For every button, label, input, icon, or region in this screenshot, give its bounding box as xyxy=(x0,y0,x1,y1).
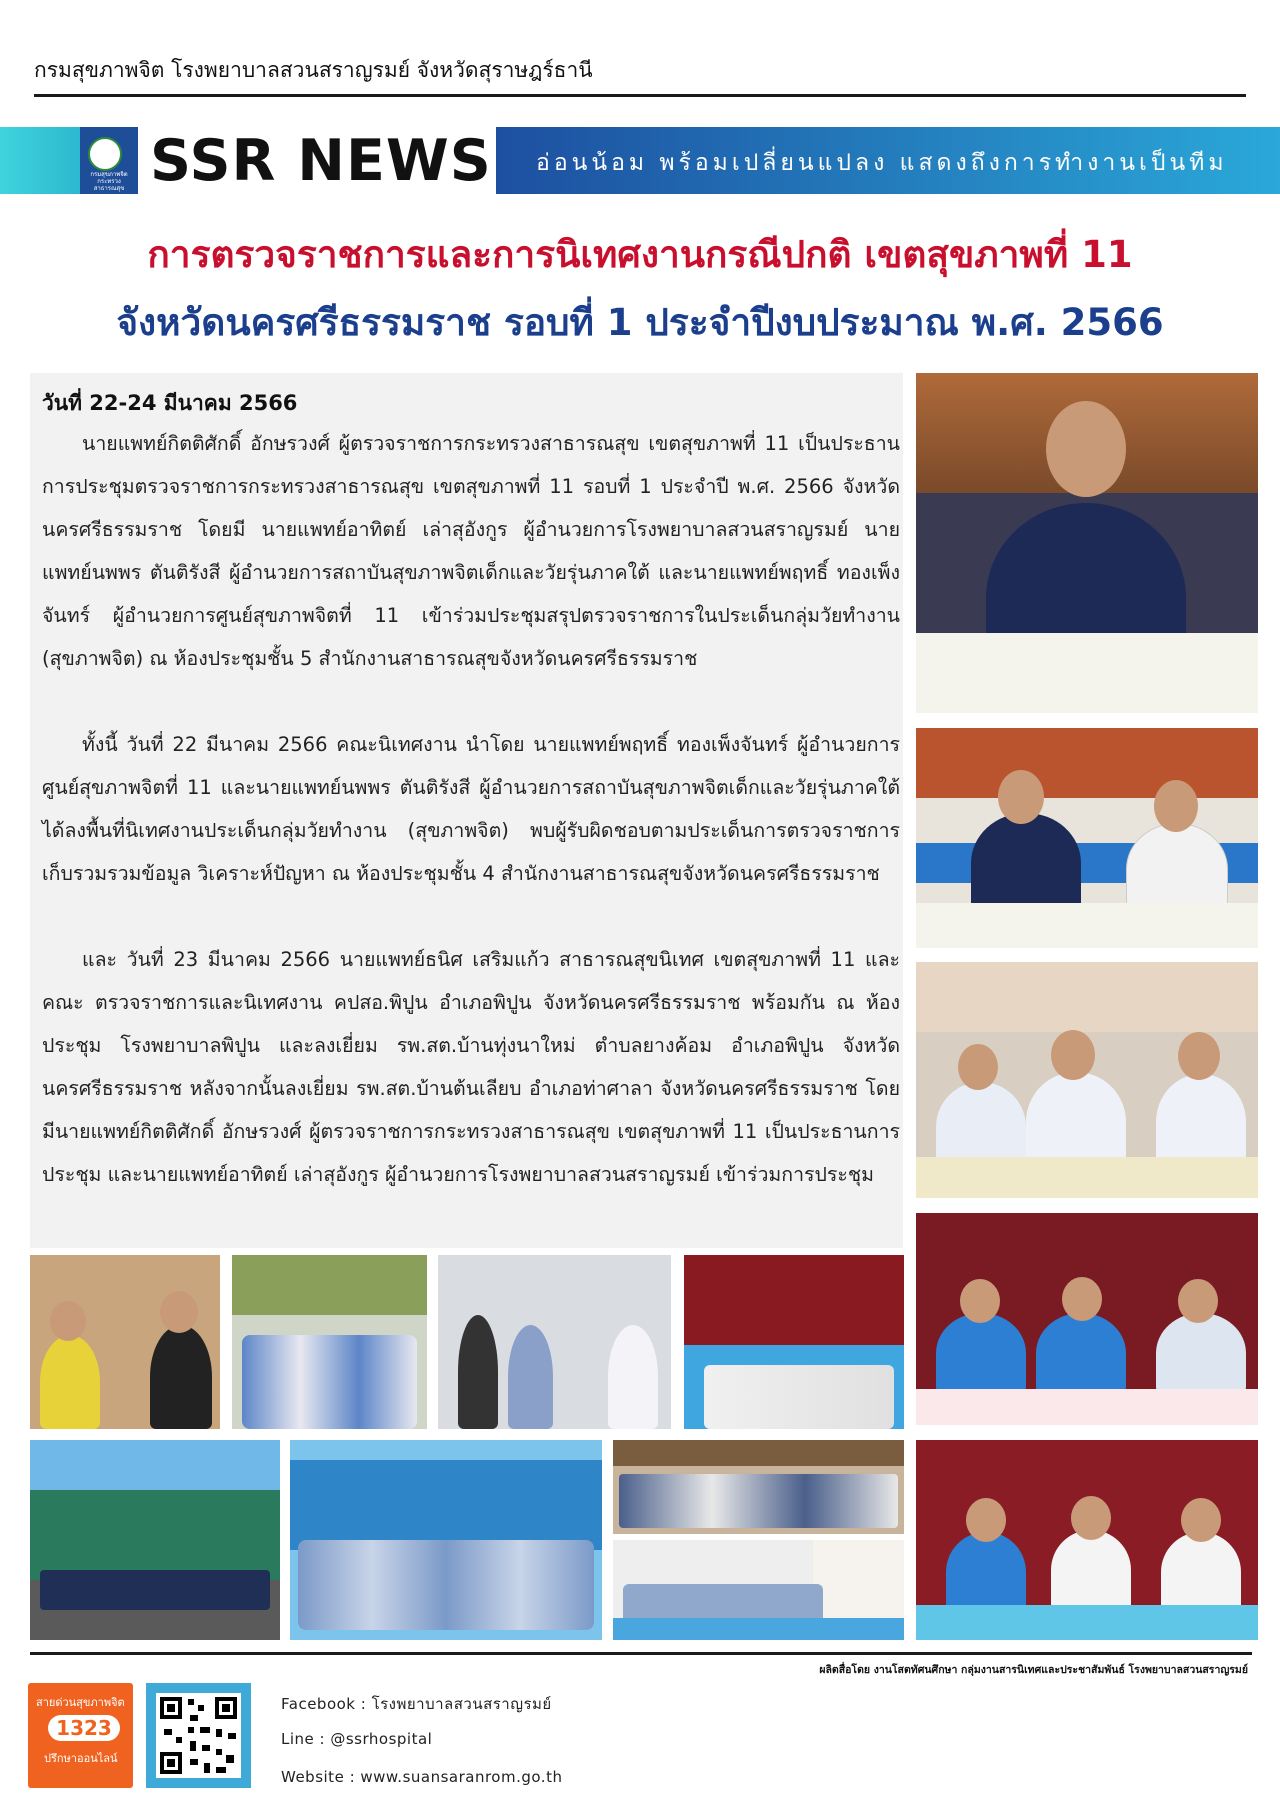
article-paragraph: นายแพทย์กิตติศักดิ์ อักษรวงศ์ ผู้ตรวจราชการกระทรวงสาธารณสุข เขตสุขภาพที่ 11 เป็นประธานการประชุมตรวจราชการกระทรวงสาธารณสุข เขตสุขภาพที่ 11 รอบที่ 1 ประจำปี พ.ศ. 2566 จังหวัดนครศรีธรรมราช โดยมี นายแพทย์อาทิตย์ เล่าสุอังกูร ผู้อำนวยการโรงพยาบาลสวนสราญรมย์ นายแพทย์นพพร ตันติรังสี ผู้อำนวยการสถาบันสุขภาพจิตเด็กและวัยรุ่นภาคใต้ และนายแพทย์พฤทธิ์ ทองเพ็งจันทร์ ผู้อำนวยการศูนย์สุขภาพจิตที่ 11 เข้าร่วมประชุมสรุปตรวจราชการในประเด็นกลุ่มวัยทำงาน (สุขภาพจิต) ณ ห้องประชุมชั้น 5 สำนักงานสาธารณสุขจังหวัดนครศรีธรรมราช xyxy=(42,432,900,670)
ministry-emblem-icon xyxy=(88,137,122,171)
footer-divider xyxy=(30,1652,1252,1655)
article-date: วันที่ 22-24 มีนาคม 2566 xyxy=(42,391,298,415)
organization-line: กรมสุขภาพจิต โรงพยาบาลสวนสราญรมย์ จังหวัดสุราษฎร์ธานี xyxy=(34,58,593,82)
qr-code-icon xyxy=(156,1693,241,1778)
facebook-contact[interactable]: Facebook : โรงพยาบาลสวนสราญรมย์ xyxy=(281,1695,552,1713)
logo-caption: กรมสุขภาพจิต กระทรวงสาธารณสุข xyxy=(90,171,128,192)
photo-visit-yellow-shirts xyxy=(30,1255,220,1429)
slogan: อ่อนน้อม พร้อมเปลี่ยนแปลง แสดงถึงการทำงานเป็นทีม xyxy=(536,150,1228,176)
photo-panel-session xyxy=(613,1540,904,1640)
photo-meeting-room-wide xyxy=(684,1255,904,1429)
mental-health-hotline-badge xyxy=(28,1683,133,1788)
headline-line-1: การตรวจราชการและการนิเทศงานกรณีปกติ เขตสุขภาพที่ 11 xyxy=(147,233,1133,276)
photo-health-station-visit xyxy=(438,1255,671,1429)
photo-meeting-panel xyxy=(916,962,1258,1198)
hotline-number: 1323 xyxy=(48,1715,120,1741)
article-paragraph: และ วันที่ 23 มีนาคม 2566 นายแพทย์ธนิศ เสริมแก้ว สาธารณสุขนิเทศ เขตสุขภาพที่ 11 และคณะ ตรวจราชการและนิเทศงาน คปสอ.พิปูน อำเภอพิปูน จังหวัดนครศรีธรรมราช พร้อมกัน ณ ห้องประชุม โรงพยาบาลพิปูน และลงเยี่ยม รพ.สต.บ้านทุ่งนาใหม่ ตำบลยางค้อม อำเภอพิปูน จังหวัดนครศรีธรรมราช หลังจากนั้นลงเยี่ยม รพ.สต.บ้านต้นเลียบ อำเภอท่าศาลา จังหวัดนครศรีธรรมราช โดยมีนายแพทย์กิตติศักดิ์ อักษรวงศ์ ผู้ตรวจราชการกระทรวงสาธารณสุข เขตสุขภาพที่ 11 เป็นประธานการประชุม และนายแพทย์อาทิตย์ เล่าสุอังกูร ผู้อำนวยการโรงพยาบาลสวนสราญรมย์ เข้าร่วมการประชุม xyxy=(42,948,900,1186)
hotline-caption: สายด่วนสุขภาพจิต xyxy=(36,1696,125,1709)
article-body xyxy=(30,373,903,1248)
line-contact[interactable]: Line : @ssrhospital xyxy=(281,1730,433,1748)
photo-meeting-pair xyxy=(916,728,1258,948)
hotline-subcaption: ปรึกษาออนไลน์ xyxy=(44,1752,118,1765)
photo-inspector-portrait xyxy=(916,373,1258,713)
newsletter-title: SSR NEWS xyxy=(150,128,492,194)
photo-conference-hall xyxy=(613,1440,904,1534)
qr-code-frame xyxy=(146,1683,251,1788)
photo-health-center-building xyxy=(30,1440,280,1640)
ministry-logo xyxy=(80,127,138,194)
photo-group-indoor xyxy=(232,1255,427,1429)
banner-slogan-band xyxy=(496,127,1280,194)
header-divider xyxy=(34,94,1246,97)
newsletter-banner xyxy=(0,127,1280,194)
photo-group-outdoor xyxy=(290,1440,602,1640)
headline-line-2: จังหวัดนครศรีธรรมราช รอบที่ 1 ประจำปีงบประมาณ พ.ศ. 2566 xyxy=(116,301,1164,344)
production-credit: ผลิตสื่อโดย งานโสตทัศนศึกษา กลุ่มงานสารนิเทศและประชาสัมพันธ์ โรงพยาบาลสวนสราญรมย์ xyxy=(819,1664,1248,1676)
photo-audience-blue-shirts xyxy=(916,1213,1258,1425)
photo-officials-masks xyxy=(916,1440,1258,1640)
website-link[interactable]: Website : www.suansaranrom.go.th xyxy=(281,1768,563,1786)
article-paragraph: ทั้งนี้ วันที่ 22 มีนาคม 2566 คณะนิเทศงาน นำโดย นายแพทย์พฤทธิ์ ทองเพ็งจันทร์ ผู้อำนวยการศูนย์สุขภาพจิตที่ 11 และนายแพทย์นพพร ตันติรังสี ผู้อำนวยการสถาบันสุขภาพจิตเด็กและวัยรุ่นภาคใต้ ได้ลงพื้นที่นิเทศงานประเด็นกลุ่มวัยทำงาน (สุขภาพจิต) พบผู้รับผิดชอบตามประเด็นการตรวจราชการ เก็บรวมรวมข้อมูล วิเคราะห์ปัญหา ณ ห้องประชุมชั้น 4 สำนักงานสาธารณสุขจังหวัดนครศรีธรรมราช xyxy=(42,733,900,885)
